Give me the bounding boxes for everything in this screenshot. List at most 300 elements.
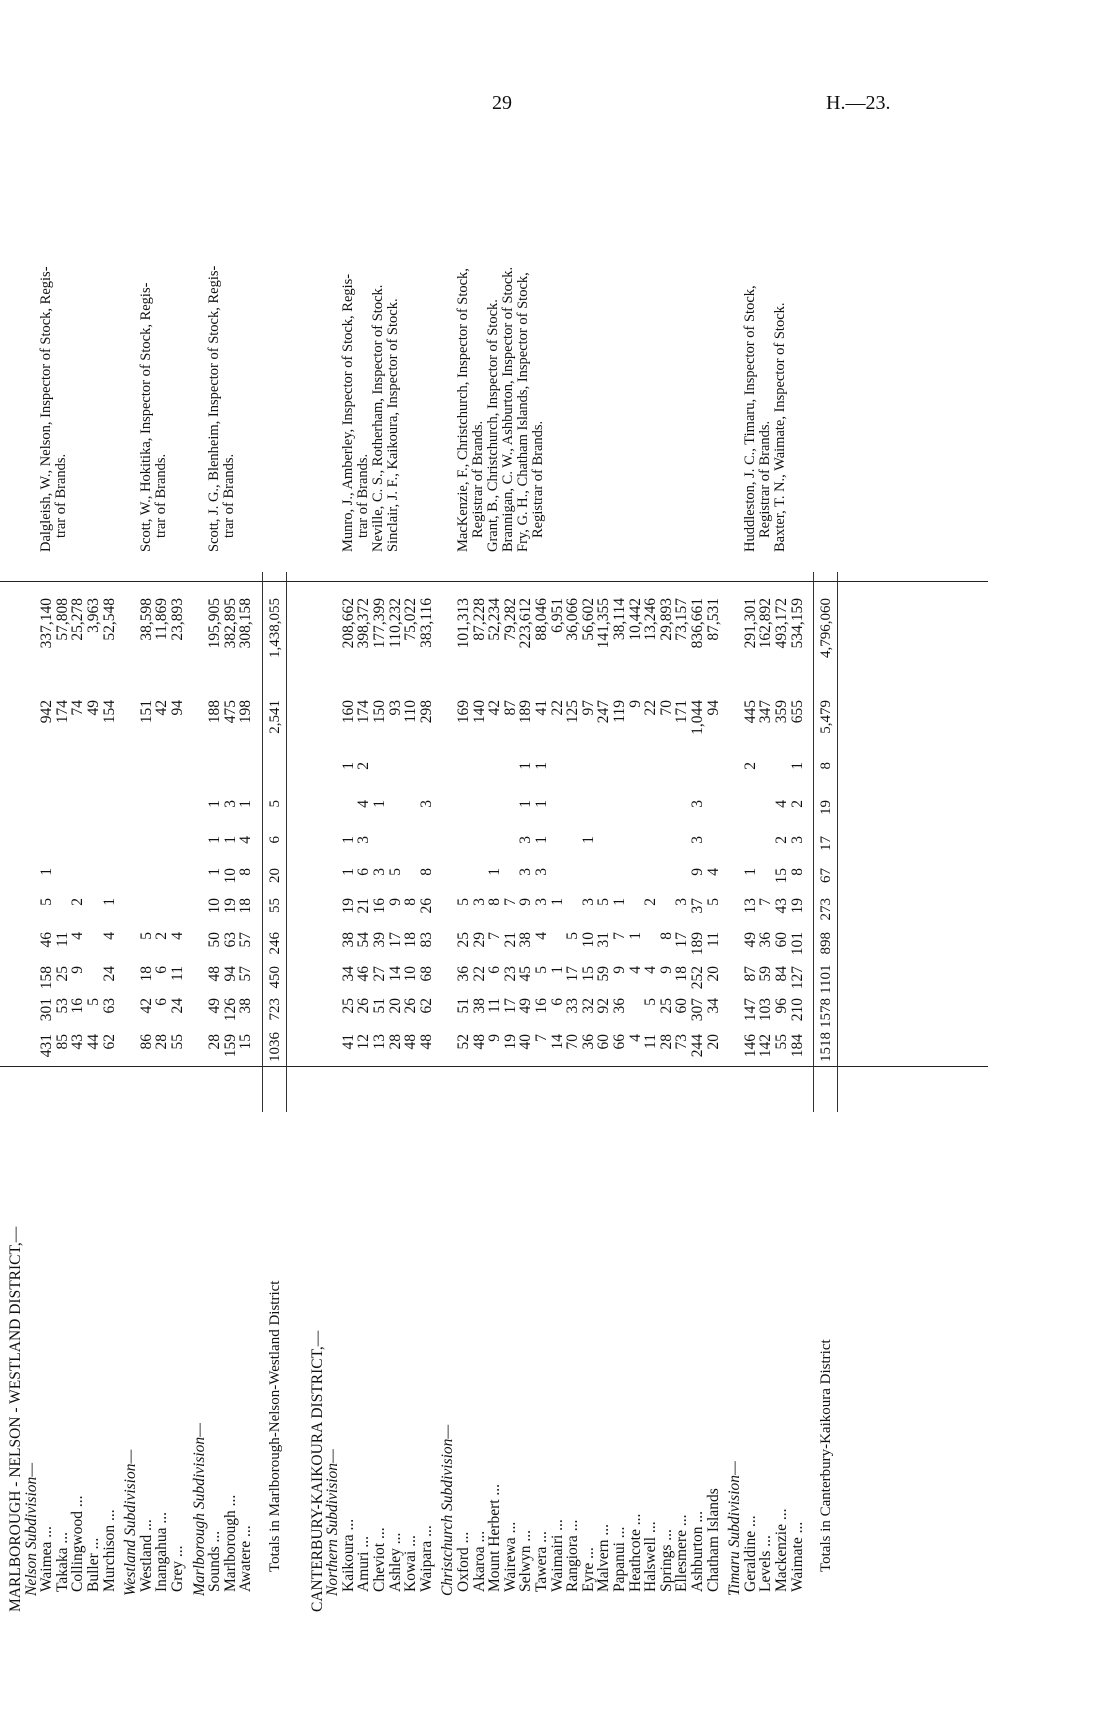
cell-value: 6	[153, 998, 171, 1006]
cell-value: 5	[595, 898, 613, 906]
row-label: Ashley ...	[386, 1532, 404, 1592]
cell-value: 26	[355, 998, 373, 1014]
cell-value: 13	[371, 1034, 388, 1050]
inspector-line: Sinclair, J. F., Kaikoura, Inspector of Stock.	[384, 298, 401, 552]
subdivision-title	[123, 132, 138, 1612]
cell-value: 49	[517, 998, 535, 1014]
cell-value: 160	[339, 700, 357, 724]
cell-value: 4	[626, 1034, 644, 1042]
cell-value: 1	[533, 836, 550, 844]
cell-value: 19	[501, 1034, 519, 1050]
cell-value: 208,662	[339, 598, 357, 649]
cell-value: 210	[788, 998, 806, 1022]
row-label: Rangiora ...	[564, 1519, 582, 1592]
cell-value: 4	[626, 966, 644, 974]
cell-value: 57,808	[53, 598, 71, 641]
cell-value: 1	[548, 966, 566, 974]
cell-value: 23	[501, 966, 519, 982]
cell-value: 5	[455, 898, 472, 906]
cell-value: 15	[773, 868, 790, 884]
cell-value: 247	[595, 700, 613, 724]
inspector-note	[456, 132, 546, 552]
cell-value: 655	[788, 700, 806, 724]
row-label: Waimairi ...	[548, 1519, 566, 1592]
cell-value: 198	[237, 700, 255, 724]
row-label: Selwyn ...	[517, 1530, 535, 1592]
cell-value: 534,159	[788, 598, 806, 649]
cell-value: 28	[386, 1034, 404, 1050]
cell-value: 19	[788, 898, 806, 914]
cell-value: 3	[517, 836, 535, 844]
cell-value: 24	[169, 998, 186, 1014]
cell-value: 195,905	[206, 598, 224, 649]
cell-value: 1	[741, 868, 759, 876]
cell-value: 20	[386, 998, 404, 1014]
inspector-line: Grant, B., Christchurch, Inspector of Stock.	[485, 299, 501, 552]
cell-value: 6	[355, 868, 373, 876]
row-label: Murchison ...	[100, 1509, 118, 1592]
cell-value: 37	[689, 898, 706, 914]
cell-value: 11	[486, 998, 504, 1013]
inspector-line: trar of Brands.	[354, 453, 371, 538]
cell-value: 1101	[818, 964, 835, 994]
cell-value: 6	[548, 998, 566, 1006]
row-label: Takaka ...	[53, 1531, 71, 1592]
cell-value: 1	[206, 800, 224, 808]
cell-value: 10	[402, 966, 420, 982]
cell-value: 8	[402, 898, 420, 906]
cell-value: 59	[757, 966, 775, 982]
cell-value: 4	[704, 868, 722, 876]
cell-value: 14	[386, 966, 404, 982]
cell-value: 55	[169, 1034, 186, 1050]
cell-value: 140	[470, 700, 488, 724]
inspector-line: MacKenzie, F., Christchurch, Inspector of Stock,	[455, 268, 471, 552]
cell-value: 18	[237, 898, 255, 914]
cell-value: 62	[100, 1034, 118, 1050]
cell-value: 9	[517, 898, 535, 906]
cell-value: 29	[470, 932, 488, 948]
inspector-line: Munro, J., Amberley, Inspector of Stock, Regis-	[339, 273, 356, 552]
cell-value: 59	[595, 966, 613, 982]
cell-value: 723	[267, 998, 283, 1021]
row-label: Malvern ...	[595, 1523, 613, 1592]
cell-value: 307	[689, 998, 706, 1022]
cell-value: 17	[818, 836, 835, 851]
page-number: 29	[492, 92, 512, 114]
cell-value: 94	[704, 700, 722, 716]
cell-value: 49	[741, 932, 759, 948]
cell-value: 93	[386, 700, 404, 716]
rule-line	[262, 572, 263, 1112]
cell-value: 347	[757, 700, 775, 724]
cell-value: 28	[657, 1034, 675, 1050]
cell-value: 7	[533, 1034, 550, 1042]
cell-value: 450	[267, 966, 283, 989]
cell-value: 398,372	[355, 598, 373, 649]
cell-value: 174	[355, 700, 373, 724]
cell-value: 337,140	[38, 598, 56, 649]
cell-value: 52,234	[486, 598, 504, 641]
cell-value: 142	[757, 1034, 775, 1058]
cell-value: 54	[355, 932, 373, 948]
cell-value: 25	[455, 932, 472, 948]
cell-value: 174	[53, 700, 71, 724]
row-label: Levels ...	[757, 1535, 775, 1592]
table-row	[674, 132, 689, 1612]
cell-value: 63	[100, 998, 118, 1014]
cell-value: 1	[100, 898, 118, 906]
cell-value: 147	[741, 998, 759, 1022]
cell-value: 5	[85, 998, 102, 1006]
table-row	[102, 132, 117, 1612]
cell-value: 21	[355, 898, 373, 914]
cell-value: 6	[267, 836, 283, 844]
row-label: Kowai ...	[402, 1535, 420, 1592]
cell-value: 2	[773, 836, 790, 844]
rule-line	[286, 572, 287, 1112]
row-label: Geraldine ...	[741, 1515, 759, 1592]
inspector-line: Scott, J. G., Blenheim, Inspector of Stock, Regis-	[206, 265, 223, 552]
cell-value: 9	[486, 1034, 504, 1042]
cell-value: 49	[206, 998, 224, 1014]
table-row	[70, 132, 85, 1612]
cell-value: 10,442	[626, 598, 644, 641]
table-row	[790, 132, 805, 1612]
cell-value: 383,116	[417, 598, 435, 648]
inspector-note	[39, 132, 69, 552]
table-row	[581, 132, 596, 1612]
cell-value: 5	[386, 868, 404, 876]
cell-value: 4	[355, 800, 373, 808]
cell-value: 5	[564, 932, 582, 940]
cell-value: 19	[339, 898, 357, 914]
cell-value: 475	[221, 700, 239, 724]
cell-value: 2,541	[267, 700, 283, 734]
row-label: Inangahua ...	[153, 1511, 171, 1592]
cell-value: 5	[533, 966, 550, 974]
cell-value: 177,399	[371, 598, 388, 649]
cell-value: 18	[137, 966, 155, 982]
cell-value: 1	[626, 932, 644, 940]
table-row	[628, 132, 643, 1612]
cell-value: 92	[595, 998, 613, 1014]
cell-value: 1	[206, 868, 224, 876]
row-label: Tawera ...	[533, 1531, 550, 1592]
cell-value: 43	[69, 1034, 87, 1050]
cell-value: 1036	[267, 1032, 283, 1062]
cell-value: 1	[611, 898, 628, 906]
cell-value: 3	[673, 898, 691, 906]
cell-value: 1	[38, 868, 56, 876]
cell-value: 17	[501, 998, 519, 1014]
cell-value: 16	[69, 998, 87, 1014]
cell-value: 5	[704, 898, 722, 906]
row-label: Awatere ...	[237, 1525, 255, 1592]
cell-value: 17	[673, 932, 691, 948]
cell-value: 14	[548, 1034, 566, 1050]
cell-value: 127	[788, 966, 806, 990]
cell-value: 8	[417, 868, 435, 876]
cell-value: 44	[85, 1034, 102, 1050]
row-label: Northern Subdivision—	[324, 1449, 342, 1596]
cell-value: 493,172	[773, 598, 790, 649]
row-label: Buller ...	[85, 1537, 102, 1592]
table-row	[403, 132, 418, 1612]
cell-value: 942	[38, 700, 56, 724]
cell-value: 16	[371, 898, 388, 914]
row-label: Totals in Canterbury-Kaikoura District	[818, 1339, 835, 1572]
row-label: Collingwood ...	[69, 1495, 87, 1592]
cell-value: 50	[206, 932, 224, 948]
cell-value: 62	[417, 998, 435, 1014]
cell-value: 52,548	[100, 598, 118, 641]
cell-value: 17	[386, 932, 404, 948]
cell-value: 1	[339, 868, 357, 876]
cell-value: 4,796,060	[818, 598, 835, 658]
cell-value: 1	[486, 868, 504, 876]
table-row	[690, 132, 705, 1612]
cell-value: 20	[704, 1034, 722, 1050]
cell-value: 4	[773, 800, 790, 808]
cell-value: 5,479	[818, 700, 835, 734]
cell-value: 20	[267, 868, 283, 883]
cell-value: 6	[486, 966, 504, 974]
cell-value: 8	[657, 932, 675, 940]
rotated-table	[8, 132, 988, 1612]
cell-value: 1,044	[689, 700, 706, 735]
cell-value: 36	[611, 998, 628, 1014]
cell-value: 308,158	[237, 598, 255, 649]
cell-value: 189	[689, 932, 706, 956]
district-title	[8, 132, 23, 1612]
cell-value: 97	[579, 700, 597, 716]
cell-value: 5	[137, 932, 155, 940]
cell-value: 51	[371, 998, 388, 1014]
row-label: Amuri ...	[355, 1536, 373, 1592]
cell-value: 8	[486, 898, 504, 906]
cell-value: 9	[626, 700, 644, 708]
cell-value: 431	[38, 1034, 56, 1058]
cell-value: 21	[501, 932, 519, 948]
cell-value: 244	[689, 1034, 706, 1058]
row-label: Cheviot ...	[371, 1527, 388, 1592]
cell-value: 96	[773, 998, 790, 1014]
cell-value: 301	[38, 998, 56, 1022]
row-label: Waimea ...	[38, 1526, 56, 1592]
row-label: Nelson Subdivision—	[22, 1462, 40, 1596]
cell-value: 38,114	[611, 598, 628, 641]
cell-value: 36	[757, 932, 775, 948]
cell-value: 8	[788, 868, 806, 876]
row-label: Westland Subdivision—	[122, 1449, 140, 1596]
cell-value: 87	[741, 966, 759, 982]
cell-value: 2	[153, 932, 171, 940]
cell-value: 8	[237, 868, 255, 876]
cell-value: 101	[788, 932, 806, 956]
inspector-line: trar of Brands.	[53, 453, 70, 538]
inspector-note	[207, 132, 237, 552]
cell-value: 5	[642, 998, 660, 1006]
cell-value: 38,598	[137, 598, 155, 641]
cell-value: 2	[741, 762, 759, 770]
cell-value: 10	[221, 868, 239, 884]
row-label: Eyre ...	[579, 1547, 597, 1592]
total-row	[819, 132, 834, 1612]
cell-value: 19	[818, 800, 835, 815]
cell-value: 3	[533, 898, 550, 906]
row-label: Kaikoura ...	[339, 1518, 357, 1592]
row-label: Marlborough Subdivision—	[190, 1423, 208, 1596]
cell-value: 26	[417, 898, 435, 914]
cell-value: 3	[579, 898, 597, 906]
inspector-line: Neville, C. S., Rotherham, Inspector of Stock.	[369, 284, 386, 552]
cell-value: 66	[611, 1034, 628, 1050]
cell-value: 3	[517, 868, 535, 876]
cell-value: 85	[53, 1034, 71, 1050]
cell-value: 1	[548, 898, 566, 906]
cell-value: 159	[221, 1034, 239, 1058]
cell-value: 19	[221, 898, 239, 914]
cell-value: 73	[673, 1034, 691, 1050]
cell-value: 223,612	[517, 598, 535, 649]
inspector-line: Brannigan, C. W., Ashburton, Inspector of Stock.	[500, 266, 516, 552]
cell-value: 2	[355, 762, 373, 770]
cell-value: 75,022	[402, 598, 420, 641]
table-row	[612, 132, 627, 1612]
row-label: Westland ...	[137, 1519, 155, 1592]
cell-value: 101,313	[455, 598, 472, 649]
cell-value: 79,282	[501, 598, 519, 641]
cell-value: 11,869	[153, 598, 171, 641]
cell-value: 55	[267, 898, 283, 913]
cell-value: 33	[564, 998, 582, 1014]
inspector-line: Scott, W., Hokitika, Inspector of Stock, Regis-	[137, 282, 154, 552]
cell-value: 6	[153, 966, 171, 974]
row-label: Mackenzie ...	[773, 1508, 790, 1592]
subdivision-title	[440, 132, 455, 1612]
inspector-line: Registrar of Brands.	[756, 420, 773, 538]
cell-value: 119	[611, 700, 628, 723]
cell-value: 189	[517, 700, 535, 724]
cell-value: 110,232	[386, 598, 404, 648]
cell-value: 445	[741, 700, 759, 724]
cell-value: 49	[85, 700, 102, 716]
cell-value: 39	[371, 932, 388, 948]
cell-value: 48	[402, 1034, 420, 1050]
cell-value: 169	[455, 700, 472, 724]
cell-value: 184	[788, 1034, 806, 1058]
cell-value: 151	[137, 700, 155, 724]
cell-value: 70	[657, 700, 675, 716]
cell-value: 13	[741, 898, 759, 914]
cell-value: 38	[339, 932, 357, 948]
inspector-line: trar of Brands.	[221, 453, 238, 538]
cell-value: 5	[38, 898, 56, 906]
cell-value: 4	[642, 966, 660, 974]
cell-value: 31	[595, 932, 613, 948]
cell-value: 22	[470, 966, 488, 982]
subdivision-title	[192, 132, 207, 1612]
cell-value: 28	[206, 1034, 224, 1050]
cell-value: 42	[153, 700, 171, 716]
cell-value: 11	[704, 932, 722, 947]
rule-line	[813, 572, 814, 1112]
cell-value: 5	[267, 800, 283, 808]
row-label: Wairewa ...	[501, 1521, 519, 1592]
cell-value: 73,157	[673, 598, 691, 641]
row-label: Oxford ...	[455, 1531, 472, 1592]
cell-value: 18	[673, 966, 691, 982]
cell-value: 11	[642, 1034, 660, 1049]
inspector-line: Registrar of Brands.	[530, 420, 546, 538]
cell-value: 87,228	[470, 598, 488, 641]
cell-value: 26	[402, 998, 420, 1014]
cell-value: 63	[221, 932, 239, 948]
row-label: Ellesmere ...	[673, 1514, 691, 1592]
inspector-line: Dalgleish, W., Nelson, Inspector of Stock, Regis-	[38, 266, 55, 552]
cell-value: 18	[402, 932, 420, 948]
cell-value: 1	[788, 762, 806, 770]
cell-value: 32	[579, 998, 597, 1014]
cell-value: 25	[339, 998, 357, 1014]
row-label: Waimate ...	[788, 1521, 806, 1592]
table-row	[643, 132, 658, 1612]
row-label: Mount Herbert ...	[486, 1483, 504, 1592]
rule-line	[837, 572, 838, 1112]
cell-value: 2	[69, 898, 87, 906]
cell-value: 52	[455, 1034, 472, 1050]
table-row	[659, 132, 674, 1612]
cell-value: 3	[417, 800, 435, 808]
cell-value: 1	[533, 800, 550, 808]
cell-value: 57	[237, 966, 255, 982]
cell-value: 9	[69, 966, 87, 974]
row-label: Timaru Subdivision—	[726, 1461, 744, 1596]
cell-value: 25	[53, 966, 71, 982]
row-label: Akaroa ...	[470, 1530, 488, 1592]
cell-value: 6,951	[548, 598, 566, 633]
cell-value: 40	[517, 1034, 535, 1050]
cell-value: 25	[657, 998, 675, 1014]
cell-value: 10	[206, 898, 224, 914]
cell-value: 20	[704, 966, 722, 982]
cell-value: 8	[818, 762, 835, 770]
total-row	[268, 132, 283, 1612]
cell-value: 4	[237, 836, 255, 844]
cell-value: 162,892	[757, 598, 775, 649]
cell-value: 23,893	[169, 598, 186, 641]
row-label: Grey ...	[169, 1545, 186, 1592]
table-row	[565, 132, 580, 1612]
cell-value: 171	[673, 700, 691, 724]
cell-value: 53	[53, 998, 71, 1014]
cell-value: 150	[371, 700, 388, 724]
cell-value: 7	[611, 932, 628, 940]
cell-value: 252	[689, 966, 706, 990]
cell-value: 38	[517, 932, 535, 948]
cell-value: 48	[470, 1034, 488, 1050]
cell-value: 22	[548, 700, 566, 716]
row-label: Ashburton ...	[689, 1511, 706, 1592]
document-reference: H.—23.	[826, 92, 891, 114]
row-label: Totals in Marlborough-Nelson-Westland District	[267, 1280, 283, 1572]
cell-value: 83	[417, 932, 435, 948]
cell-value: 125	[564, 700, 582, 724]
cell-value: 898	[818, 932, 835, 955]
cell-value: 55	[773, 1034, 790, 1050]
cell-value: 34	[339, 966, 357, 982]
